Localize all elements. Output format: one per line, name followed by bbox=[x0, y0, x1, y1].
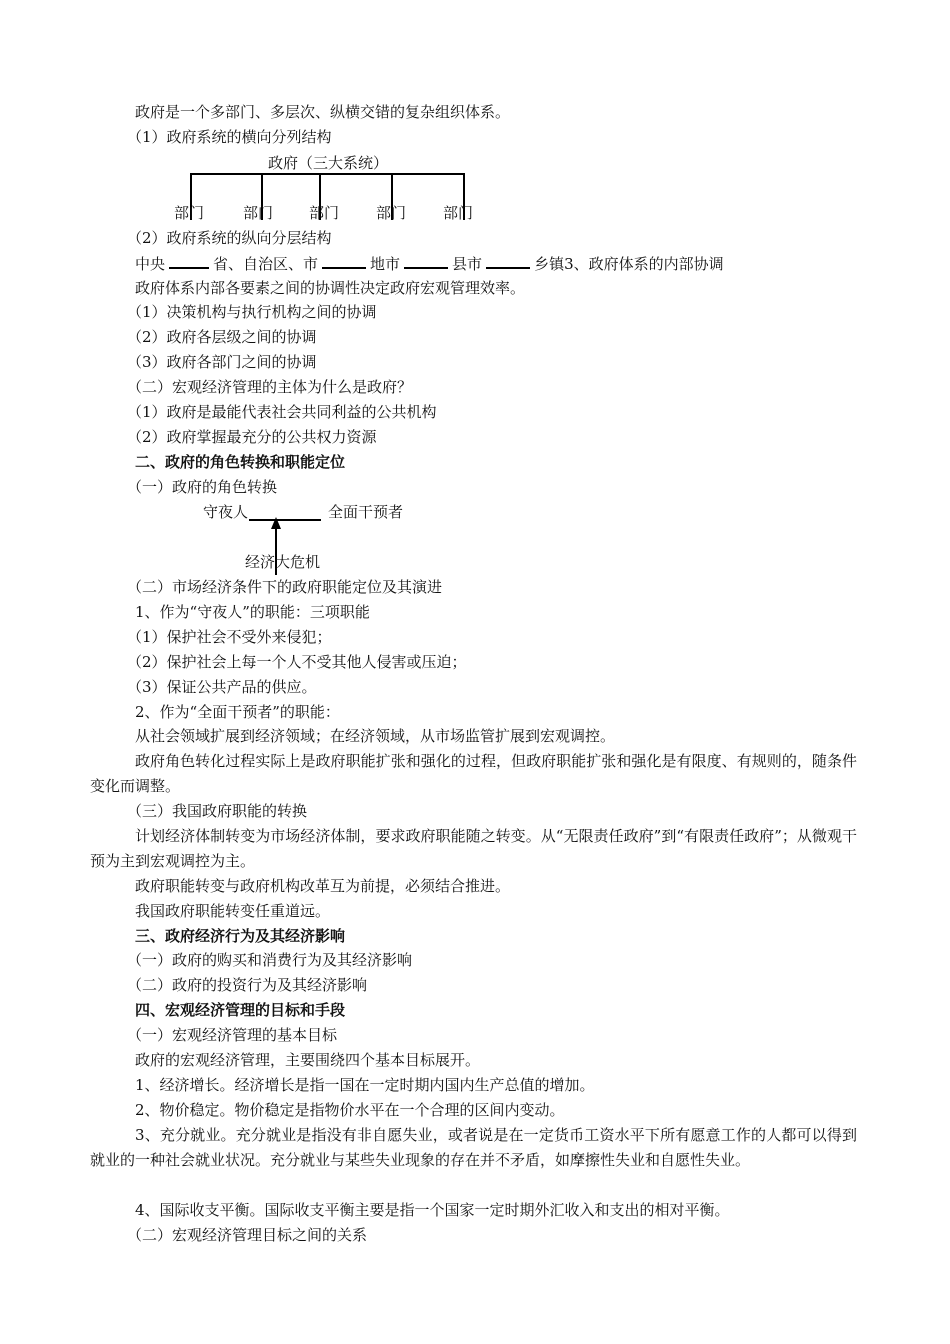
relation-heading: （二）宏观经济管理目标之间的关系 bbox=[127, 1226, 368, 1244]
goal-heading: （一）宏观经济管理的基本目标 bbox=[127, 1026, 338, 1044]
paragraph: 政府角色转化过程实际上是政府职能扩张和强化的过程，但政府职能扩张和强化是有限度、有规则的，随条件变化而调整。 bbox=[90, 752, 857, 795]
section3-item: （一）政府的购买和消费行为及其经济影响 bbox=[127, 951, 413, 969]
blank-line bbox=[486, 253, 530, 269]
role-heading: （一）政府的角色转换 bbox=[127, 478, 278, 496]
coordination-item: （1）决策机构与执行机构之间的协调 bbox=[127, 303, 377, 321]
nightwatch-item: （1）保护社会不受外来侵犯； bbox=[127, 628, 332, 646]
nightwatch-item: （3）保证公共产品的供应。 bbox=[127, 678, 317, 696]
goal-item: 2、物价稳定。物价稳定是指物价水平在一个合理的区间内变动。 bbox=[135, 1101, 565, 1119]
section-title: 二、政府的角色转换和职能定位 bbox=[135, 453, 346, 471]
intro-text: 政府是一个多部门、多层次、纵横交错的复杂组织体系。 bbox=[135, 103, 511, 121]
role-from-label: 守夜人 bbox=[203, 503, 249, 521]
subject-heading: （二）宏观经济管理的主体为什么是政府？ bbox=[127, 378, 413, 396]
level-label: 县市 bbox=[452, 255, 483, 273]
vertical-heading: （2）政府系统的纵向分层结构 bbox=[127, 229, 332, 247]
paragraph: 我国政府职能转变任重道远。 bbox=[135, 902, 331, 920]
goal-item: 3、充分就业。充分就业是指没有非自愿失业，或者说是在一定货币工资水平下所有愿意工作的人都可以得到就业的一种社会就业状况。充分就业与某些失业现象的存在并不矛盾，如摩擦性失业和自愿性失业。 bbox=[90, 1126, 857, 1169]
department-label: 部门 bbox=[243, 204, 274, 222]
department-label: 部门 bbox=[443, 204, 474, 222]
diagram-bar bbox=[190, 173, 465, 175]
department-label: 部门 bbox=[376, 204, 407, 222]
full-intervention-heading: 2、作为“全面干预者”的职能： bbox=[135, 703, 340, 721]
level-label: 省、自治区、市 bbox=[213, 255, 319, 273]
section-title: 三、政府经济行为及其经济影响 bbox=[135, 927, 346, 945]
coordination-item: （2）政府各层级之间的协调 bbox=[127, 328, 317, 346]
blank-line bbox=[404, 253, 448, 269]
role-to-label: 全面干预者 bbox=[328, 503, 404, 521]
subject-item: （1）政府是最能代表社会共同利益的公共机构 bbox=[127, 403, 437, 421]
section-title: 四、宏观经济管理的目标和手段 bbox=[135, 1001, 346, 1019]
paragraph: 计划经济体制转变为市场经济体制，要求政府职能随之转变。从“无限责任政府”到“有限责任政府”；从微观干预为主到宏观调控为主。 bbox=[90, 827, 857, 870]
level-label: 地市 bbox=[370, 255, 401, 273]
china-function-heading: （三）我国政府职能的转换 bbox=[127, 802, 308, 820]
goal-intro: 政府的宏观经济管理，主要围绕四个基本目标展开。 bbox=[135, 1051, 481, 1069]
section3-item: （二）政府的投资行为及其经济影响 bbox=[127, 976, 368, 994]
subject-item: （2）政府掌握最充分的公共权力资源 bbox=[127, 428, 377, 446]
section-heading-inline: 3、政府体系的内部协调 bbox=[564, 255, 724, 273]
blank-line bbox=[322, 253, 366, 269]
goal-item: 4、国际收支平衡。国际收支平衡主要是指一个国家一定时期外汇收入和支出的相对平衡。 bbox=[135, 1201, 730, 1219]
blank-line bbox=[169, 253, 209, 269]
goal-item: 1、经济增长。经济增长是指一国在一定时期内国内生产总值的增加。 bbox=[135, 1076, 595, 1094]
diagram-root-label: 政府（三大系统） bbox=[268, 154, 389, 172]
coordination-intro: 政府体系内部各要素之间的协调性决定政府宏观管理效率。 bbox=[135, 279, 526, 297]
function-heading: （二）市场经济条件下的政府职能定位及其演进 bbox=[127, 578, 443, 596]
coordination-item: （3）政府各部门之间的协调 bbox=[127, 353, 317, 371]
level-label: 中央 bbox=[135, 255, 166, 273]
paragraph: 政府职能转变与政府机构改革互为前提，必须结合推进。 bbox=[135, 877, 511, 895]
vertical-structure-line bbox=[135, 253, 724, 274]
role-trigger-label: 经济大危机 bbox=[245, 553, 321, 571]
department-label: 部门 bbox=[309, 204, 340, 222]
nightwatch-item: （2）保护社会上每一个人不受其他人侵害或压迫； bbox=[127, 653, 467, 671]
transition-line bbox=[249, 519, 321, 521]
full-intervention-text: 从社会领域扩展到经济领域；在经济领域，从市场监管扩展到宏观调控。 bbox=[135, 727, 616, 745]
department-label: 部门 bbox=[174, 204, 205, 222]
nightwatch-heading: 1、作为“守夜人”的职能：三项职能 bbox=[135, 603, 370, 621]
level-label: 乡镇 bbox=[534, 255, 565, 273]
horizontal-heading: （1）政府系统的横向分列结构 bbox=[127, 128, 332, 146]
